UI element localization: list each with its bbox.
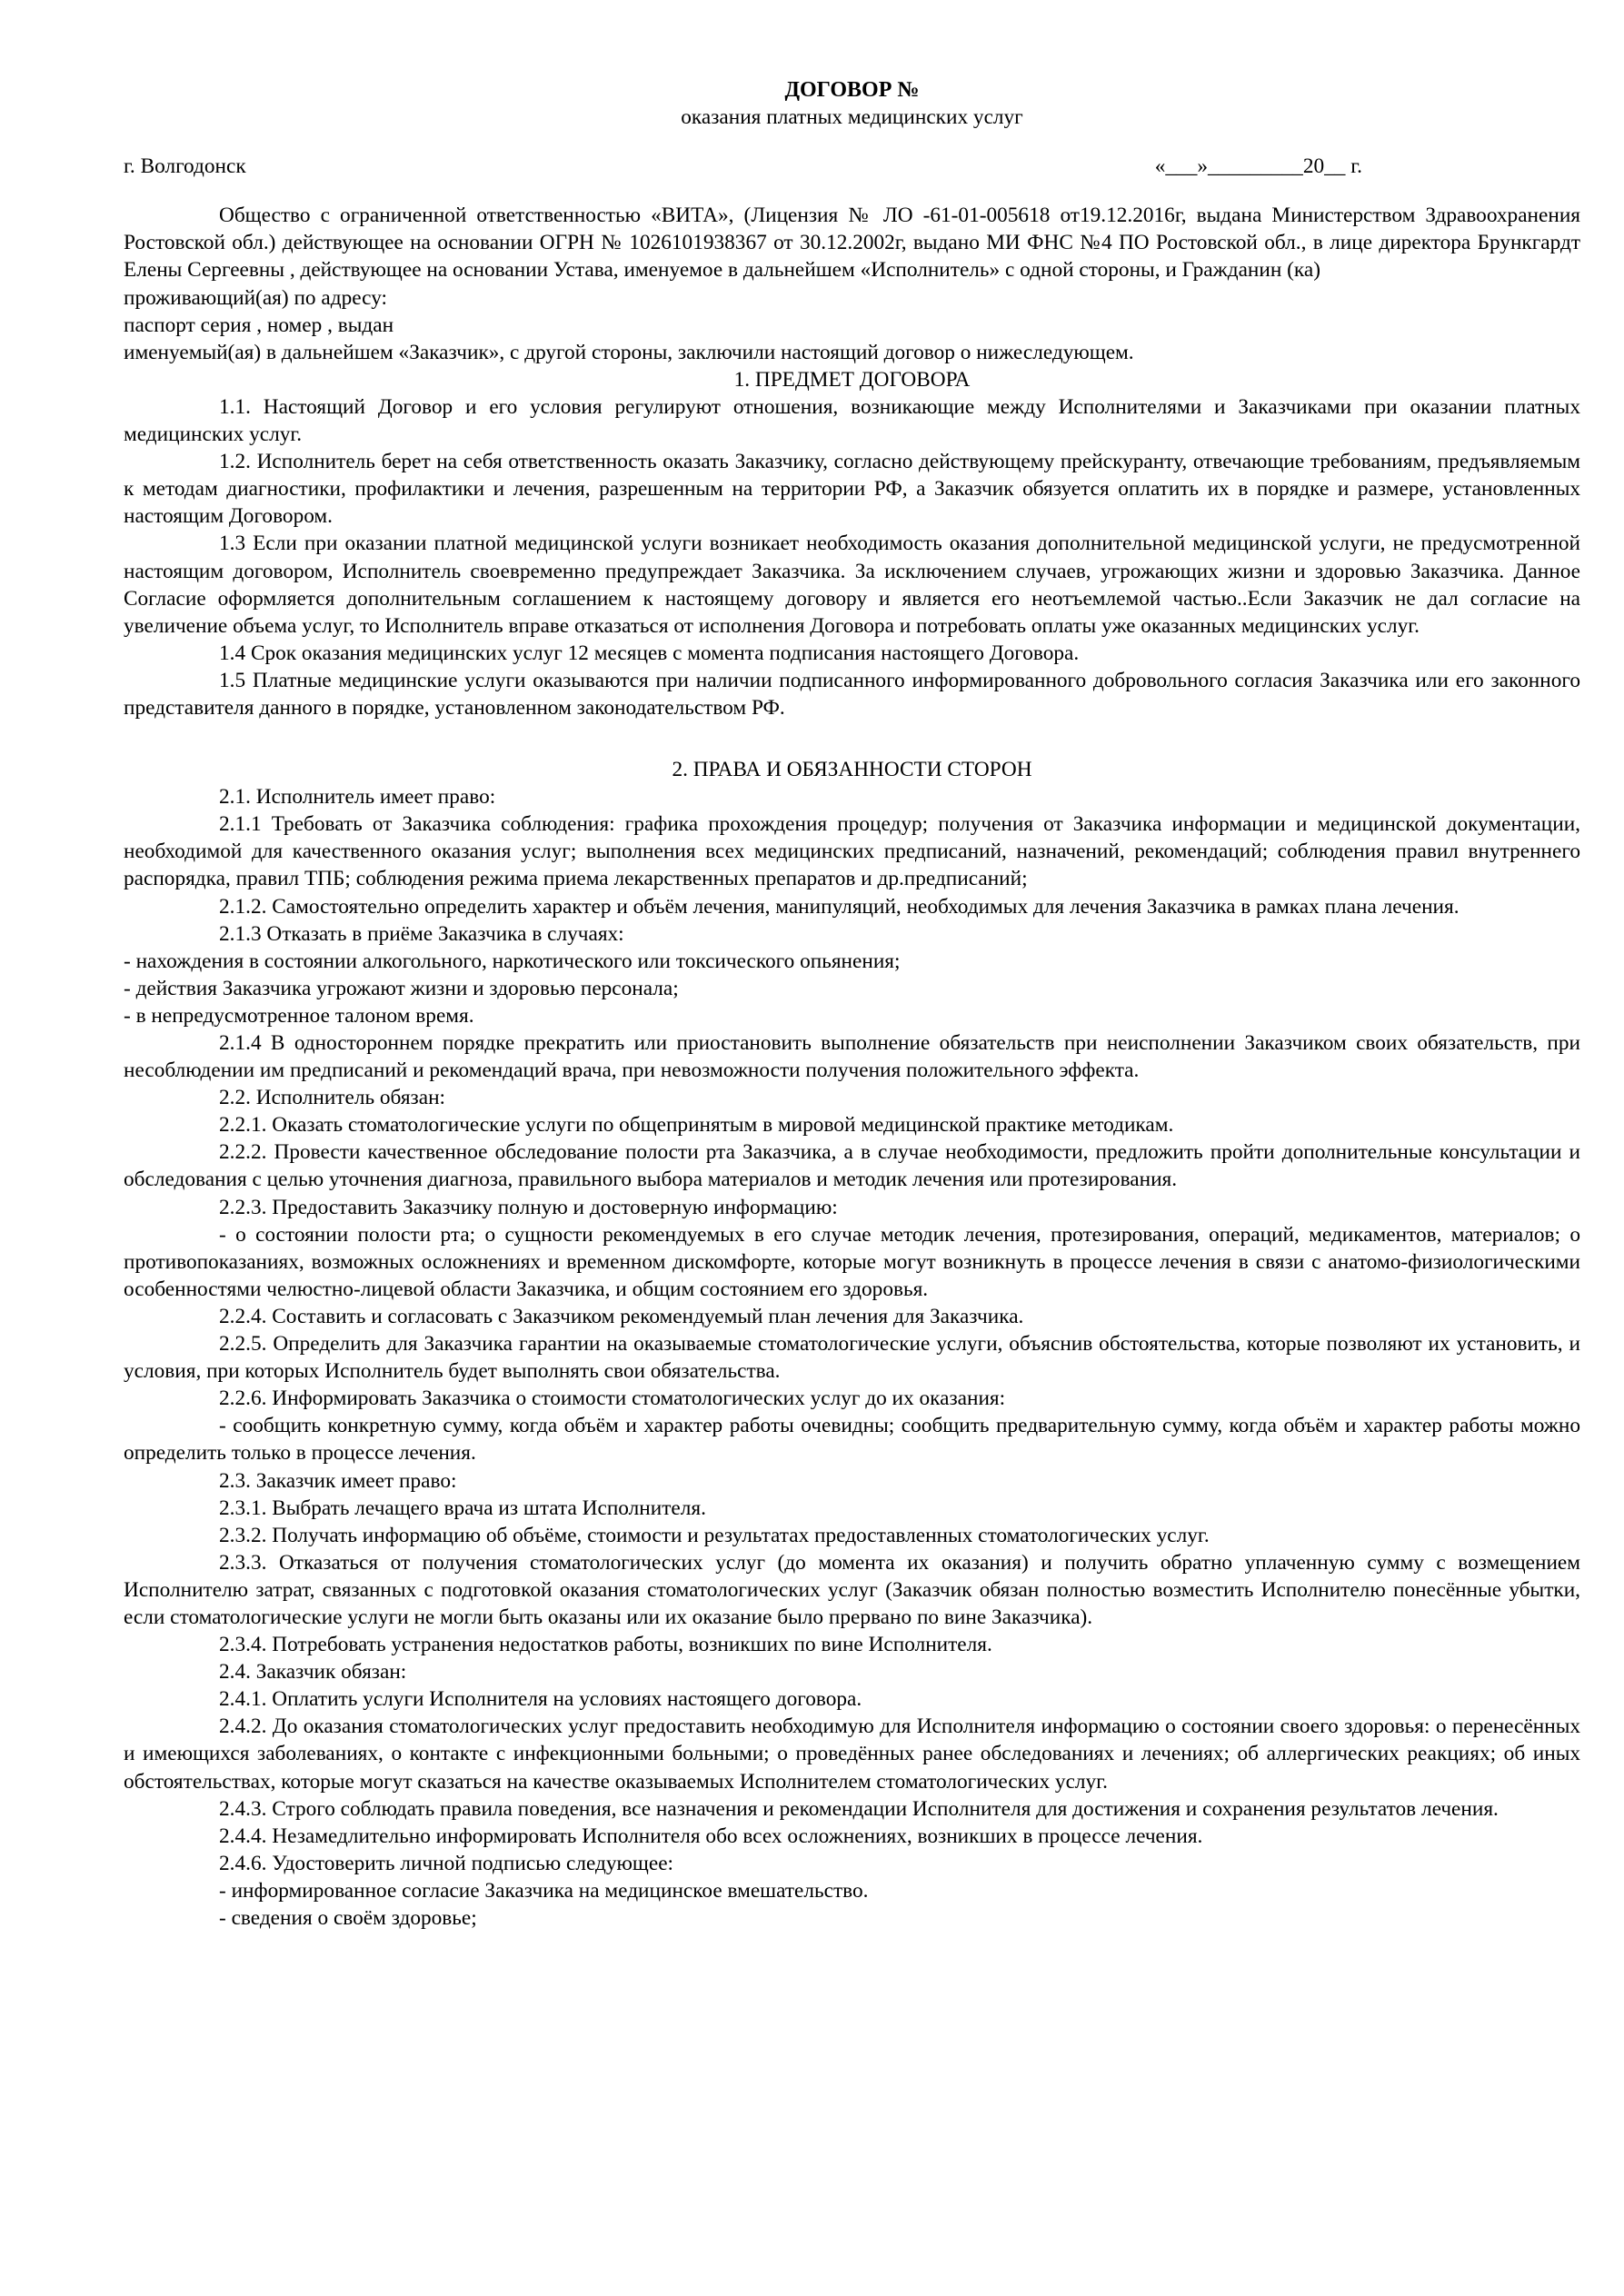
clause: 2.4.2. До оказания стоматологических услуг предоставить необходимую для Исполнителя информацию о состоянии своего здоровья: о перенесённых и имеющихся заболеваниях, о контакте с инфекционными больными; о проведённых ранее обследованиях и лечениях; об аллергических реакциях; об иных обстоятельствах, которые могут сказаться на качестве оказываемых Исполнителем стоматологических услуг. — [124, 1715, 1580, 1794]
clause: 1.3 Если при оказании платной медицинской услуги возникает необходимость оказания дополнительной медицинской услуги, не предусмотренной настоящим договором, Исполнитель своевременно предупреждает Заказчика. За исключением случаев, угрожающих жизни и здоровью Заказчика. Данное Согласие оформляется дополнительным соглашением к настоящему договору и является его неотъемлемой частью..Если Заказчик не дал согласие на увеличение объема услуг, то Исполнитель вправе отказаться от исполнения Договора и потребовать оплаты уже оказанных медицинских услуг. — [124, 532, 1580, 638]
contract-page — [124, 76, 1580, 1932]
list-item: - действия Заказчика угрожают жизни и здоровью персонала; — [124, 976, 679, 1000]
preamble-paragraph: Общество с ограниченной ответственностью «ВИТА», (Лицензия № ЛО -61-01-005618 от19.12.2016г, выдана Министерством Здравоохранения Ростовской обл.) действующее на основании ОГРН № 1026101938367 от 30.12.2002г, выдано МИ ФНС №4 ПО Ростовской обл., в лице директора Брункгардт Елены Сергеевны , действующее на основании Устава, именуемое в дальнейшем «Исполнитель» с одной стороны, и Гражданин (ка) — [124, 204, 1580, 283]
clause: 2.1.1 Требовать от Заказчика соблюдения: графика прохождения процедур; получения от Заказчика информации и медицинской документации, необходимой для качественного оказания услуг; выполнения всех медицинских предписаний, назначений, рекомендаций; соблюдения правил внутреннего распорядка, правил ТПБ; соблюдения режима приема лекарственных препаратов и др.предписаний; — [124, 812, 1580, 891]
preamble-closing: именуемый(ая) в дальнейшем «Заказчик», с другой стороны, заключили настоящий договор о нижеследующем. — [124, 340, 1134, 364]
city: г. Волгодонск — [124, 154, 246, 179]
clause: 2.3.4. Потребовать устранения недостатков работы, возникших по вине Исполнителя. — [219, 1633, 992, 1657]
clause: 2.4.1. Оплатить услуги Исполнителя на условиях настоящего договора. — [219, 1687, 862, 1712]
section-1-title: 1. ПРЕДМЕТ ДОГОВОРА — [733, 367, 971, 392]
clause: 2.2.4. Составить и согласовать с Заказчиком рекомендуемый план лечения для Заказчика. — [219, 1304, 1024, 1328]
clause: 2.1.3 Отказать в приёме Заказчика в случаях: — [219, 921, 624, 946]
list-item: - информированное согласие Заказчика на медицинское вмешательство. — [219, 1878, 869, 1903]
clause: 2.1.2. Самостоятельно определить характер и объём лечения, манипуляций, необходимых для лечения Заказчика в рамках плана лечения. — [219, 894, 1460, 919]
clause: 2.1. Исполнитель имеет право: — [219, 785, 496, 810]
clause: 1.4 Срок оказания медицинских услуг 12 месяцев с момента подписания настоящего Договора. — [219, 641, 1080, 665]
list-item: - о состоянии полости рта; о сущности рекомендуемых в его случае методик лечения, протезирования, операций, медикаментов, материалов; о противопоказаниях, возможных осложнениях и временном дискомфорте, которые могут возникнуть в процессе лечения в связи с анатомо-физиологическими особенностями челюстно-лицевой области Заказчика, и общим состоянием его здоровья. — [124, 1222, 1580, 1301]
clause: 2.2.2. Провести качественное обследование полости рта Заказчика, а в случае необходимости, предложить пройти дополнительные консультации и обследования с целью уточнения диагноза, правильного выбора материалов и методик лечения или протезирования. — [124, 1140, 1580, 1192]
clause: 1.5 Платные медицинские услуги оказываются при наличии подписанного информированного добровольного согласия Заказчика или его законного представителя данного в порядке, установленном законодательством РФ. — [124, 668, 1580, 720]
clause: 2.3. Заказчик имеет право: — [219, 1468, 457, 1493]
clause: 2.2.5. Определить для Заказчика гарантии на оказываемые стоматологические услуги, объяснив обстоятельства, которые позволяют их установить, и условия, при которых Исполнитель будет выполнять свои обязательства. — [124, 1332, 1580, 1384]
list-item: - сообщить конкретную сумму, когда объём и характер работы очевидны; сообщить предварительную сумму, когда объём и характер работы можно определить только в процессе лечения. — [124, 1414, 1580, 1466]
clause: 2.2. Исполнитель обязан: — [219, 1086, 446, 1110]
section-2-title: 2. ПРАВА И ОБЯЗАННОСТИ СТОРОН — [672, 758, 1032, 782]
list-item: - сведения о своём здоровье; — [219, 1906, 477, 1930]
clause: 1.1. Настоящий Договор и его условия регулируют отношения, возникающие между Исполнителями и Заказчиками при оказании платных медицинских услуг. — [124, 394, 1580, 447]
clause: 2.3.3. Отказаться от получения стоматологических услуг (до момента их оказания) и получить обратно уплаченную сумму с возмещением Исполнителю затрат, связанных с подготовкой оказания стоматологических услуг (Заказчик обязан полностью возместить Исполнителю понесённые убытки, если стоматологические услуги не могли быть оказаны или их оказание было прервано по вине Заказчика). — [124, 1550, 1580, 1629]
clause: 2.2.3. Предоставить Заказчику полную и достоверную информацию: — [219, 1195, 838, 1219]
list-item: - нахождения в состоянии алкогольного, наркотического или токсического опьянения; — [124, 949, 901, 973]
clause: 2.2.6. Информировать Заказчика о стоимости стоматологических услуг до их оказания: — [219, 1387, 1006, 1411]
document-subtitle: оказания платных медицинских услуг — [681, 105, 1023, 130]
list-item: - в непредусмотренное талоном время. — [124, 1003, 474, 1028]
passport-line: паспорт серия , номер , выдан — [124, 313, 394, 337]
clause: 2.4.6. Удостоверить личной подписью следующее: — [219, 1851, 674, 1875]
place-date-row — [124, 153, 1580, 180]
document-title: ДОГОВОР № — [784, 78, 920, 102]
clause: 2.4.4. Незамедлительно информировать Исполнителя обо всех осложнениях, возникших в процессе лечения. — [219, 1824, 1203, 1848]
clause: 2.2.1. Оказать стоматологические услуги по общепринятым в мировой медицинской практике методикам. — [219, 1113, 1174, 1138]
clause: 1.2. Исполнитель берет на себя ответственность оказать Заказчику, согласно действующему прейскуранту, отвечающие требованиям, предъявляемым к методам диагностики, профилактики и лечения, разрешенным на территории РФ, а Заказчик обязуется оплатить их в порядке и размере, установленных настоящим Договором. — [124, 450, 1580, 529]
clause: 2.4. Заказчик обязан: — [219, 1660, 407, 1685]
clause: 2.1.4 В одностороннем порядке прекратить или приостановить выполнение обязательств при неисполнении Заказчиком своих обязательств, при несоблюдении им предписаний и рекомендаций врача, при невозможности получения положительного эффекта. — [124, 1031, 1580, 1083]
clause: 2.3.1. Выбрать лечащего врача из штата Исполнителя. — [219, 1496, 706, 1520]
date-line: «___»_________20__ г. — [1154, 154, 1362, 179]
address-line: проживающий(ая) по адресу: — [124, 285, 388, 310]
clause: 2.3.2. Получать информацию об объёме, стоимости и результатах предоставленных стоматологических услуг. — [219, 1523, 1210, 1547]
clause: 2.4.3. Строго соблюдать правила поведения, все назначения и рекомендации Исполнителя для достижения и сохранения результатов лечения. — [219, 1796, 1499, 1821]
